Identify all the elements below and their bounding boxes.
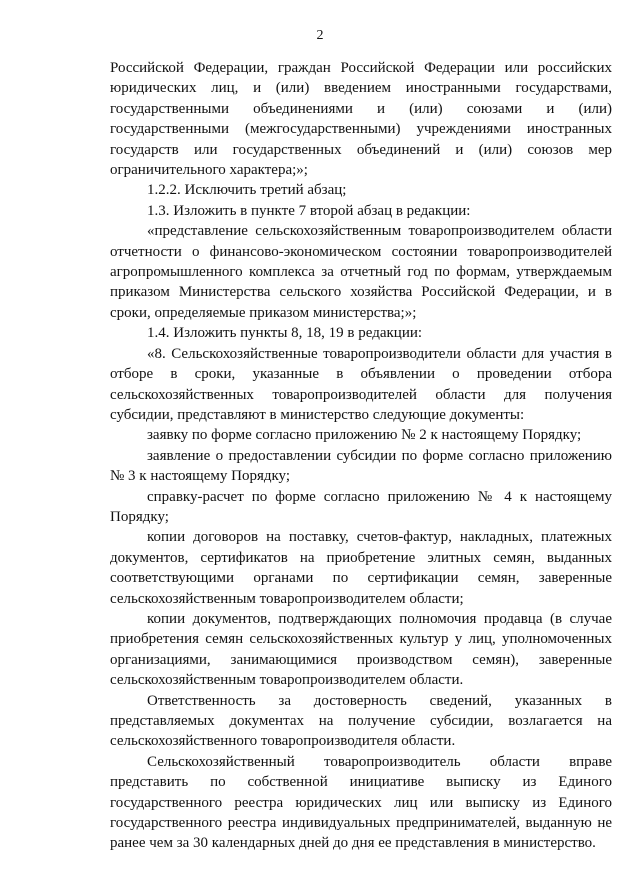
paragraph-contract-copies: копии договоров на поставку, счетов-фактур, накладных, платежных документов, сертификатов на приобретение элитных семян, выданных соответствующими органами по сертификации семян, заверенные сельскохозяйственным товаропроизводителем области; (110, 529, 612, 607)
page-number: 2 (316, 28, 324, 43)
paragraph-1-2-2: 1.2.2. Исключить третий абзац; (147, 182, 347, 199)
paragraph-quote-reporting: «представление сельскохозяйственным товаропроизводителем области отчетности о финансово-экономическом состоянии товаропроизводителей агропромышленного комплекса за отчетный год по формам, утверждаемым приказом Министерства сельского хозяйства Российской Федерации, и в сроки, определяемые приказом министерства;»; (110, 223, 612, 321)
paragraph-seller-authority: копии документов, подтверждающих полномочия продавца (в случае приобретения семян сельскохозяйственных культур у лиц, уполномоченных организациями, занимающимися производством семян), заверенные сельскохозяйственным товаропроизводителем области. (110, 610, 612, 689)
paragraph-application: заявку по форме согласно приложению № 2 к настоящему Порядку; (147, 427, 582, 444)
paragraph-1-4: 1.4. Изложить пункты 8, 18, 19 в редакции: (147, 325, 423, 342)
paragraph-subsidy-statement: заявление о предоставлении субсидии по форме согласно приложению № 3 к настоящему Порядку; (110, 447, 612, 485)
paragraph-1-3: 1.3. Изложить в пункте 7 второй абзац в редакции: (147, 202, 471, 219)
document-body (110, 58, 612, 854)
paragraph-calculation: справку-расчет по форме согласно приложению № 4 к настоящему Порядку; (110, 488, 612, 525)
paragraph-responsibility: Ответственность за достоверность сведений, указанных в представляемых документах на получение субсидии, возлагается на сельскохозяйственного товаропроизводителя области. (110, 692, 612, 750)
paragraph-continuation: Российской Федерации, граждан Российской Федерации или российских юридических лиц, и (или) введением иностранными государствами, государственными объединениями и (или) союзами и (или) государственными (межгосударственными) учреждениями иностранных государств или государственных объединений и (или) союзов мер ограничительного характера;»; (110, 60, 612, 179)
paragraph-registry-extract: Сельскохозяйственный товаропроизводитель области вправе представить по собственной инициативе выписку из Единого государственного реестра юридических лиц или выписку из Единого государственного реестра индивидуальных предпринимателей, выданную не ранее чем за 30 календарных дней до дня ее представления в министерство. (110, 753, 612, 852)
paragraph-point-8: «8. Сельскохозяйственные товаропроизводители области для участия в отборе в сроки, указанные в объявлении о проведении отбора сельскохозяйственных товаропроизводителей области для получения субсидии, представляют в министерство следующие документы: (110, 345, 612, 423)
